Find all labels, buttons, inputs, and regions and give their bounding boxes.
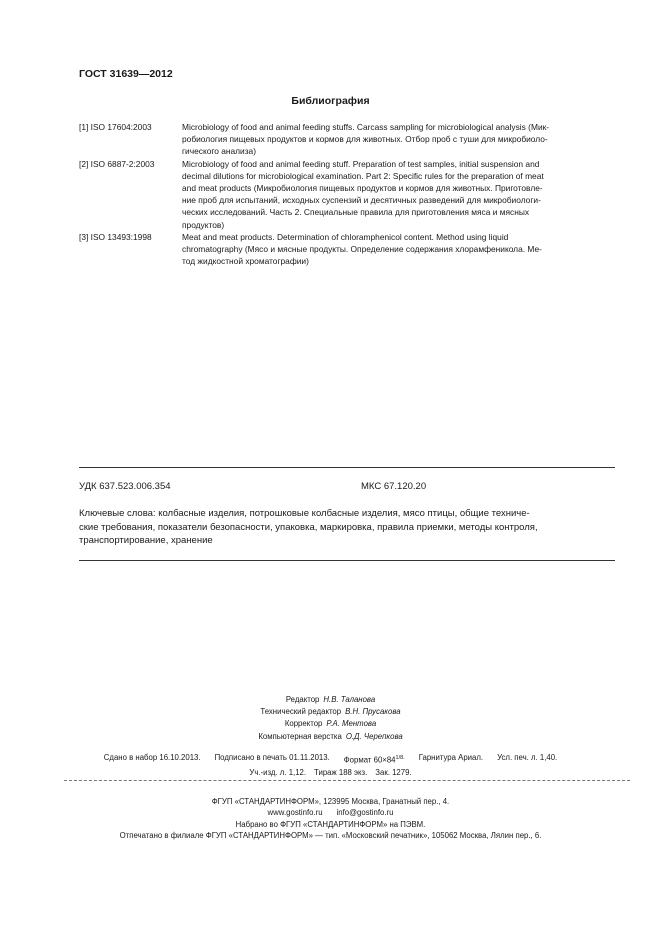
- reference-line: Meat and meat products. Determination of chloramphenicol content. Method using liquid: [182, 231, 509, 242]
- publisher-email-link[interactable]: info@gostinfo.ru: [336, 808, 394, 818]
- publisher-block: [0, 796, 661, 842]
- bibliography-entry: [79, 121, 615, 158]
- reference-line: ческих исследований. Часть 2. Специальные правила для приготовления мяса и мясных: [182, 207, 530, 218]
- credit-role: Технический редактор: [260, 707, 342, 717]
- reference-line: робиология пищевых продуктов и кормов для животных. Отбор проб с туши для микробиоло-: [182, 134, 548, 145]
- imprint-item: Сдано в набор 16.10.2013.: [103, 753, 201, 762]
- credit-row: [0, 694, 661, 706]
- imprint-item: Уч.-изд. л. 1,12.: [249, 767, 307, 777]
- credit-row: [0, 706, 661, 718]
- credit-role: Корректор: [284, 719, 323, 729]
- imprint-block: [0, 752, 661, 779]
- reference-line: тод жидкостной хроматографии): [182, 256, 309, 267]
- credit-row: [0, 731, 661, 743]
- top-divider: [79, 467, 615, 468]
- publisher-contacts: [0, 807, 661, 818]
- standard-code: ГОСТ 31639—2012: [79, 68, 173, 80]
- bibliography-entry: [79, 158, 615, 231]
- reference-id: [1] ISO 17604:2003: [79, 122, 152, 132]
- credits-block: [0, 694, 661, 743]
- format-fraction: 1/8.: [395, 755, 405, 761]
- reference-line: and meat products (Микробиология пищевых продуктов и кормов для животных. Приготовле-: [182, 183, 543, 194]
- imprint-row: [0, 767, 661, 779]
- reference-line: Microbiology of food and animal feeding stuff. Preparation of test samples, initial suspension and: [182, 158, 540, 169]
- reference-line: ние проб для испытаний, исходных суспензий и десятичных разведений для микробиологи-: [182, 195, 541, 206]
- bibliography-list: [79, 121, 615, 267]
- reference-line: decimal dilutions for microbiological examination. Part 2: Specific rules for the preparation of meat: [182, 170, 544, 181]
- reference-id: [3] ISO 13493:1998: [79, 231, 152, 242]
- bibliography-title: Библиография: [291, 95, 370, 107]
- keywords-line: ские требования, показатели безопасности, упаковка, маркировка, правила приемки, методы контроля,: [79, 521, 538, 533]
- printed-note: Отпечатано в филиале ФГУП «СТАНДАРТИНФОРМ» — тип. «Московский печатник», 105062 Москва, Лялин пер., 6.: [119, 831, 542, 841]
- credit-name: В.Н. Прусакова: [345, 707, 401, 717]
- publisher-address: ФГУП «СТАНДАРТИНФОРМ», 123995 Москва, Гранатный пер., 4.: [211, 797, 450, 806]
- credit-name: О.Д. Черепкова: [345, 731, 403, 741]
- bottom-divider: [79, 560, 615, 561]
- imprint-item: Усл. печ. л. 1,40.: [497, 753, 558, 762]
- imprint-item: Зак. 1279.: [375, 767, 412, 777]
- publisher-site-link[interactable]: www.gostinfo.ru: [267, 808, 323, 818]
- typeset-note: Набрано во ФГУП «СТАНДАРТИНФОРМ» на ПЭВМ.: [235, 819, 426, 829]
- credit-role: Редактор: [285, 695, 320, 704]
- reference-line: гического анализа): [182, 146, 257, 157]
- reference-text: [182, 121, 615, 158]
- keywords-line: транспортирование, хранение: [79, 535, 213, 546]
- credit-role: Компьютерная верстка: [258, 731, 342, 741]
- reference-line: Microbiology of food and animal feeding stuffs. Carcass sampling for microbiological analysis (Мик-: [182, 122, 550, 132]
- reference-line: chromatography (Мясо и мясные продукты. Определение содержания хлорамфеникола. Ме-: [182, 244, 542, 255]
- keywords-line: Ключевые слова: колбасные изделия, потрошковые колбасные изделия, мясо птицы, общие техниче-: [79, 508, 530, 519]
- imprint-row: [0, 752, 661, 767]
- imprint-item: Гарнитура Ариал.: [418, 753, 484, 762]
- credit-name: Р.А. Ментова: [326, 719, 377, 729]
- reference-text: [182, 231, 615, 268]
- credit-row: [0, 718, 661, 730]
- udk-code: УДК 637.523.006.354: [79, 481, 171, 492]
- dashed-divider: [64, 780, 630, 781]
- reference-line: продуктов): [182, 219, 225, 230]
- reference-text: [182, 158, 615, 231]
- format-value: Формат 60×84: [343, 755, 396, 765]
- reference-id: [2] ISO 6887-2:2003: [79, 158, 155, 169]
- imprint-item: Тираж 188 экз.: [314, 767, 368, 777]
- credit-name: Н.В. Таланова: [323, 695, 376, 704]
- mks-code: МКС 67.120.20: [361, 481, 427, 492]
- bibliography-entry: [79, 231, 615, 268]
- keywords: [79, 507, 615, 548]
- imprint-format: [344, 752, 405, 767]
- imprint-item: Подписано в печать 01.11.2013.: [214, 753, 330, 762]
